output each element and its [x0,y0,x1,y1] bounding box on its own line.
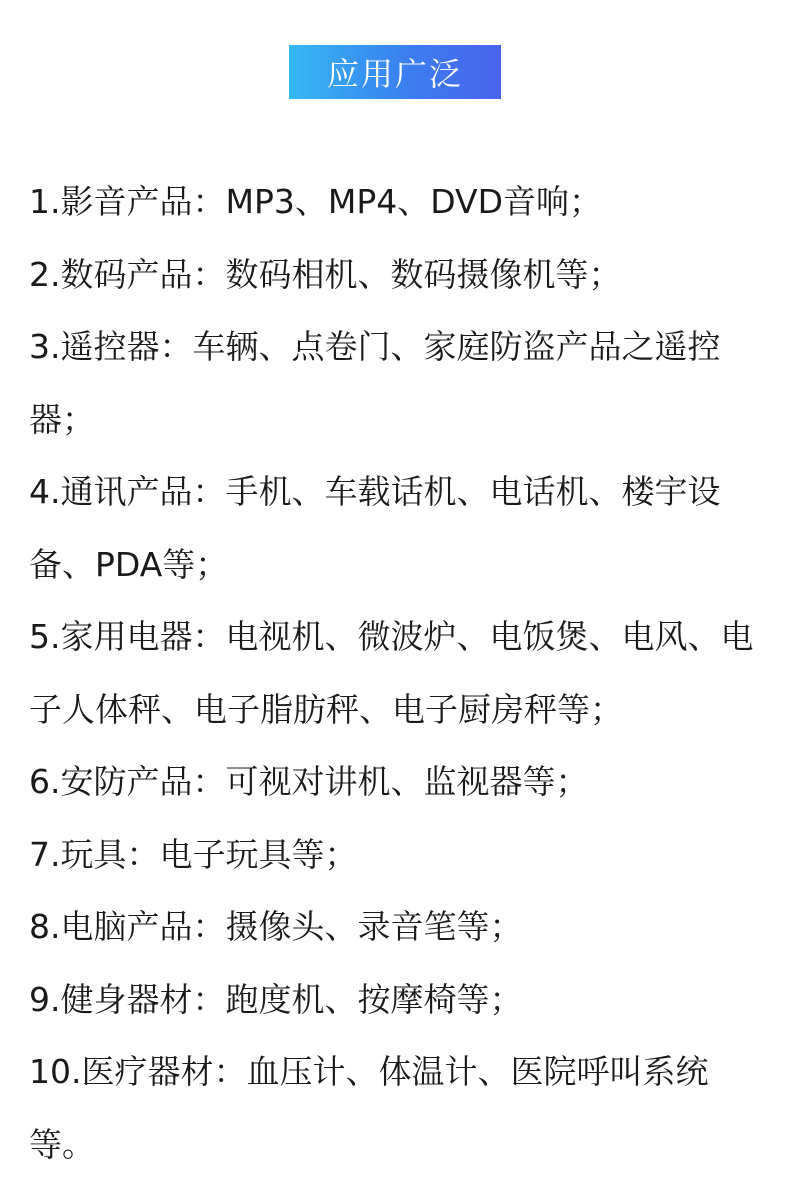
list-item-security-products: 6.安防产品：可视对讲机、监视器等； [29,762,589,801]
list-item-toys: 7.玩具：电子玩具等； [29,834,358,874]
list-item-remote-controls: 3.遥控器：车辆、点卷门、家庭防盗产品之遥控器； [29,327,721,439]
list-item-fitness-equipment: 9.健身器材：跑度机、按摩椅等； [29,979,523,1019]
title-container [0,45,790,99]
list-item-av-products: 1.影音产品：MP3、MP4、DVD音响； [29,182,603,221]
section-title-badge: 应用广泛 [289,45,501,99]
list-item-communication-products: 4.通讯产品：手机、车载话机、电话机、楼宇设备、PDA等； [29,472,721,584]
application-list [29,166,769,1181]
list-item-medical-equipment: 10.医疗器材：血压计、体温计、医院呼叫系统等。 [29,1052,709,1164]
list-item-computer-products: 8.电脑产品：摄像头、录音笔等； [29,907,523,946]
list-item-digital-products: 2.数码产品：数码相机、数码摄像机等； [29,254,622,294]
list-item-home-appliances: 5.家用电器：电视机、微波炉、电饭煲、电风、电子人体秤、电子脂肪秤、电子厨房秤等； [29,617,754,729]
